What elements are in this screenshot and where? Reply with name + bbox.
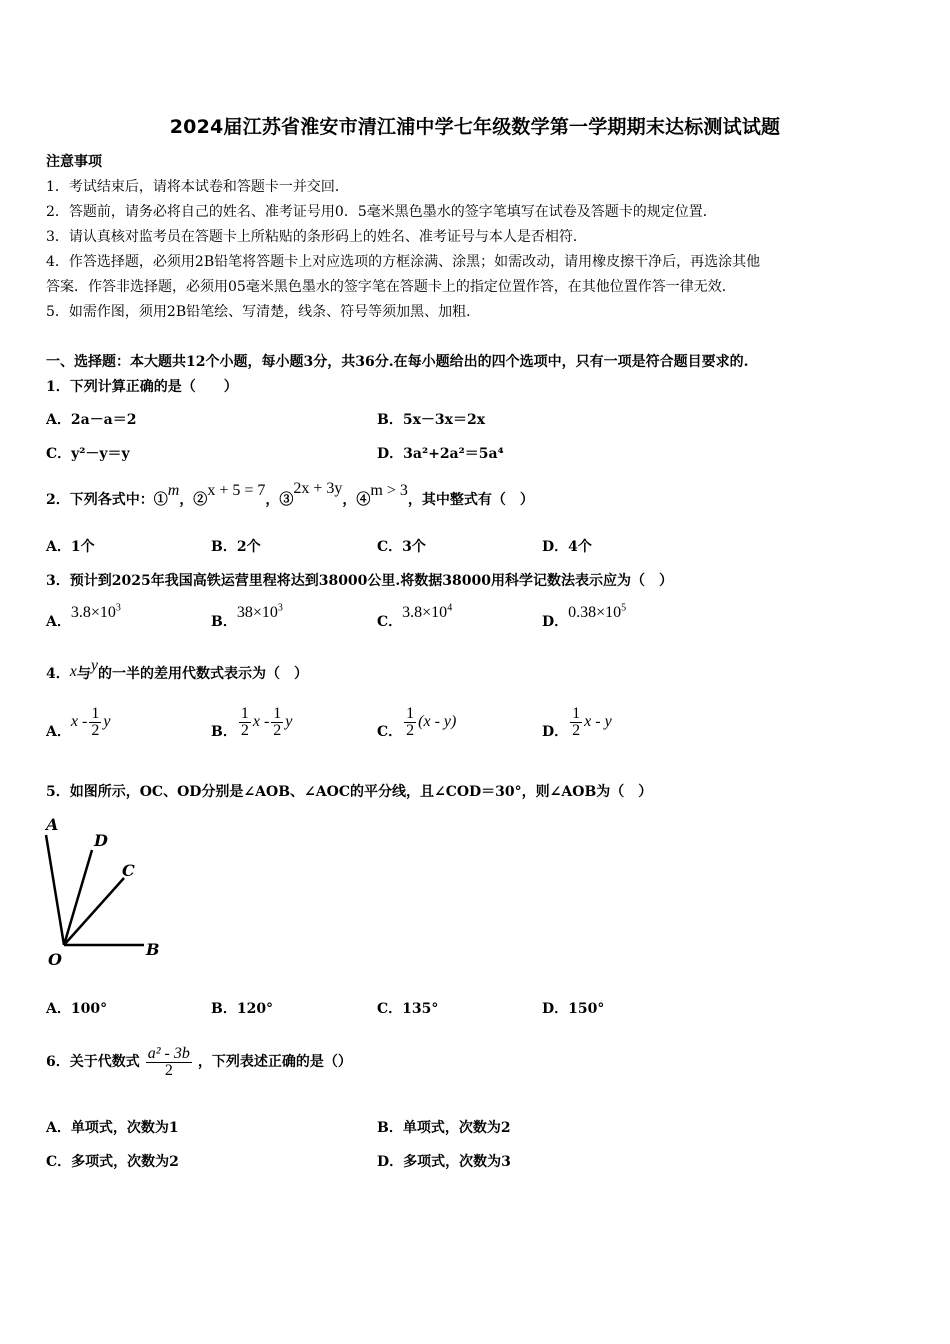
label-d: D xyxy=(94,831,108,850)
q3-option-c: C．$3.8\times 10^4$ xyxy=(377,602,453,630)
notice-heading: 注意事项 xyxy=(46,154,102,170)
question-3-stem: 3．预计到2025年我国高铁运营里程将达到38000公里.将数据38000用科学记数法表示应为（ ） xyxy=(46,573,673,589)
angle-figure xyxy=(40,810,170,970)
q5-option-d: D．150° xyxy=(542,1001,605,1017)
q2-expr-2: x + 5 = 7 xyxy=(207,482,266,499)
q1-option-b: B．5x－3x＝2x xyxy=(377,412,486,428)
ray-oa xyxy=(46,835,64,945)
q3-option-b: B．$38\times 10^3$ xyxy=(211,602,283,630)
section-heading: 一、选择题：本大题共12个小题，每小题3分，共36分.在每小题给出的四个选项中，只有一项是符合题目要求的. xyxy=(46,354,749,370)
notice-item: 4．作答选择题，必须用2B铅笔将答题卡上对应选项的方框涂满、涂黑；如需改动，请用橡皮擦干净后，再选涂其他 xyxy=(46,254,761,270)
notice-item: 答案．作答非选择题，必须用05毫米黑色墨水的签字笔在答题卡上的指定位置作答，在其他位置作答一律无效． xyxy=(46,279,736,295)
q2-option-a: A．1个 xyxy=(46,539,95,555)
q3-option-d: D．$0.38\times 10^5$ xyxy=(542,602,627,630)
notice-item: 3．请认真核对监考员在答题卡上所粘贴的条形码上的姓名、准考证号与本人是否相符． xyxy=(46,229,587,245)
notice-item: 2．答题前，请务必将自己的姓名、准考证号用0．5毫米黑色墨水的签字笔填写在试卷及答题卡的规定位置． xyxy=(46,204,717,220)
label-o: O xyxy=(48,950,62,969)
label-c: C xyxy=(122,861,135,880)
question-4-stem: 4．x与y的一半的差用代数式表示为（ ） xyxy=(46,657,308,682)
question-1-stem: 1．下列计算正确的是（ ） xyxy=(46,379,238,395)
notice-item: 5．如需作图，须用2B铅笔绘、写清楚，线条、符号等须加黑、加粗． xyxy=(46,304,481,320)
q3-option-a: A．$3.8\times 10^3$ xyxy=(46,602,121,630)
q6-option-d: D．多项式，次数为3 xyxy=(377,1154,511,1170)
page-title: 2024届江苏省淮安市清江浦中学七年级数学第一学期期末达标测试试题 xyxy=(169,116,781,138)
q6-option-b: B．单项式，次数为2 xyxy=(377,1120,511,1136)
label-a: A xyxy=(46,815,59,834)
q5-option-c: C．135° xyxy=(377,1001,439,1017)
q4-option-b: B． $\frac{1}{2}$ x - $\frac{1}{2}$ y xyxy=(211,704,293,740)
question-6-stem: 6．关于代数式 $\frac{\text{a² - 3b}}{2}$ ，下列表述正确的是（） xyxy=(46,1044,352,1079)
question-5-stem: 5．如图所示，OC、OD分别是∠AOB、∠AOC的平分线，且∠COD＝30°，则∠AOB为（ ） xyxy=(46,784,653,800)
q2-option-c: C．3个 xyxy=(377,539,426,555)
question-2-stem: 2．下列各式中：①m，②x + 5 = 7，③2x + 3y，④m > 3，其中整式有（ ） xyxy=(46,480,534,508)
q6-option-a: A．单项式，次数为1 xyxy=(46,1120,179,1136)
q1-option-c: C．y²－y＝y xyxy=(46,446,130,462)
q4-option-c: C． $\frac{1}{2}$ (x - y) xyxy=(377,704,457,740)
label-b: B xyxy=(146,940,160,959)
q6-option-c: C．多项式，次数为2 xyxy=(46,1154,179,1170)
q4-option-d: D． $\frac{1}{2}$ x - y xyxy=(542,704,612,740)
q5-option-b: B．120° xyxy=(211,1001,274,1017)
q4-option-a: A． x - $\frac{1}{2}$ y xyxy=(46,704,111,740)
q5-option-a: A．100° xyxy=(46,1001,108,1017)
q2-expr-4: m > 3 xyxy=(370,482,408,499)
q2-expr-1: m xyxy=(167,482,180,499)
q2-option-b: B．2个 xyxy=(211,539,261,555)
q2-expr-3: 2x + 3y xyxy=(293,480,343,497)
notice-item: 1．考试结束后，请将本试卷和答题卡一并交回． xyxy=(46,179,349,195)
q1-option-d: D．3a²+2a²＝5a⁴ xyxy=(377,446,504,462)
q1-option-a: A．2a－a＝2 xyxy=(46,412,137,428)
q2-option-d: D．4个 xyxy=(542,539,592,555)
